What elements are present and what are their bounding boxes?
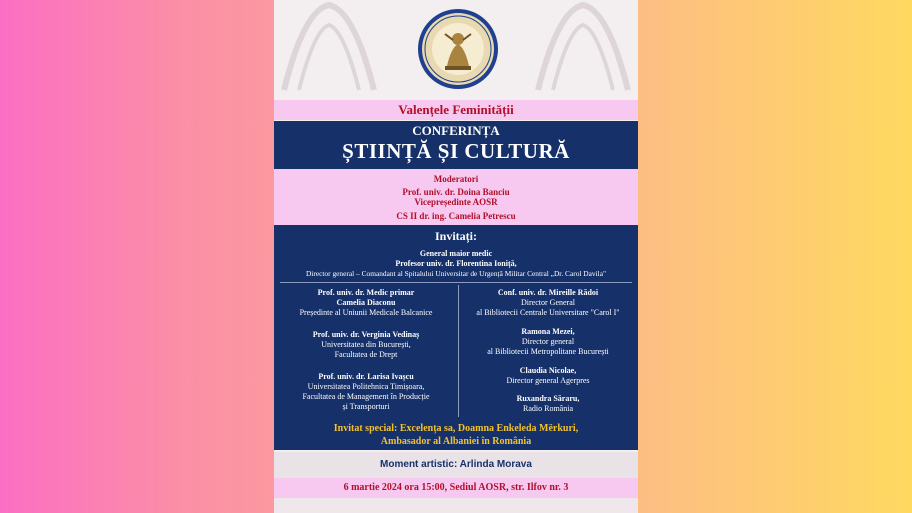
guest-left-1: Prof. univ. dr. Medic primar Camelia Diaconu Președinte al Uniunii Medicale Balcanice [299,288,433,317]
special-guest-line: Ambasador al Albaniei în România [380,436,532,447]
guest-left-3: Prof. univ. dr. Larisa Ivașcu Universitatea Politehnica Timișoara, Facultatea de Management în Producție și Transporturi [302,372,430,411]
guest-main [274,249,638,279]
series-title: Valențele Feminității [398,102,514,117]
academy-seal-icon [417,8,499,90]
guest-right-2: Ramona Mezei, Director general al Bibliotecii Metropolitane București [487,327,609,356]
moderator-line: CS II dr. ing. Camelia Petrescu [396,211,516,221]
conference-title: ȘTIINȚĂ ȘI CULTURĂ [342,139,570,163]
special-guest [274,420,638,450]
guest-main-line: Director general – Comandant al Spitalului Universitar de Urgență Militar Central „Dr. Carol Davila" [305,269,607,278]
guest-left-2: Prof. univ. dr. Verginia Vedinaș Universitatea din București, Facultatea de Drept [312,330,420,359]
guest-main-line: Profesor univ. dr. Florentina Ioniță, [395,259,517,268]
guests-divider-vertical [458,285,459,417]
moderator-line: Prof. univ. dr. Doina Banciu [402,187,510,197]
moderators-heading: Moderatori [433,174,479,184]
guest-right-1: Conf. univ. dr. Mireille Rădoi Director General al Bibliotecii Centrale Universitare "Carol I" [476,288,620,317]
guest-right-4: Ruxandra Săraru, Radio România [516,394,580,413]
event-poster [274,0,638,513]
poster-footer [274,498,638,513]
ornament-right-icon [528,0,638,100]
ornament-left-icon [274,0,384,100]
guest-main-line: General maior medic [419,249,493,258]
date-location: 6 martie 2024 ora 15:00, Sediul AOSR, str. Ilfov nr. 3 [343,482,569,493]
guests-heading: Invitați: [435,229,477,243]
conference-label: CONFERINȚA [412,123,500,138]
special-guest-line: Invitat special: Excelența sa, Doamna Enkeleda Mërkuri, [333,423,579,434]
moderator-line: Vicepreședinte AOSR [414,197,498,207]
guests-divider-horizontal [280,282,632,283]
artistic-moment: Moment artistic: Arlinda Morava [380,459,532,470]
guest-right-3: Claudia Nicolae, Director general Agerpres [506,366,590,385]
